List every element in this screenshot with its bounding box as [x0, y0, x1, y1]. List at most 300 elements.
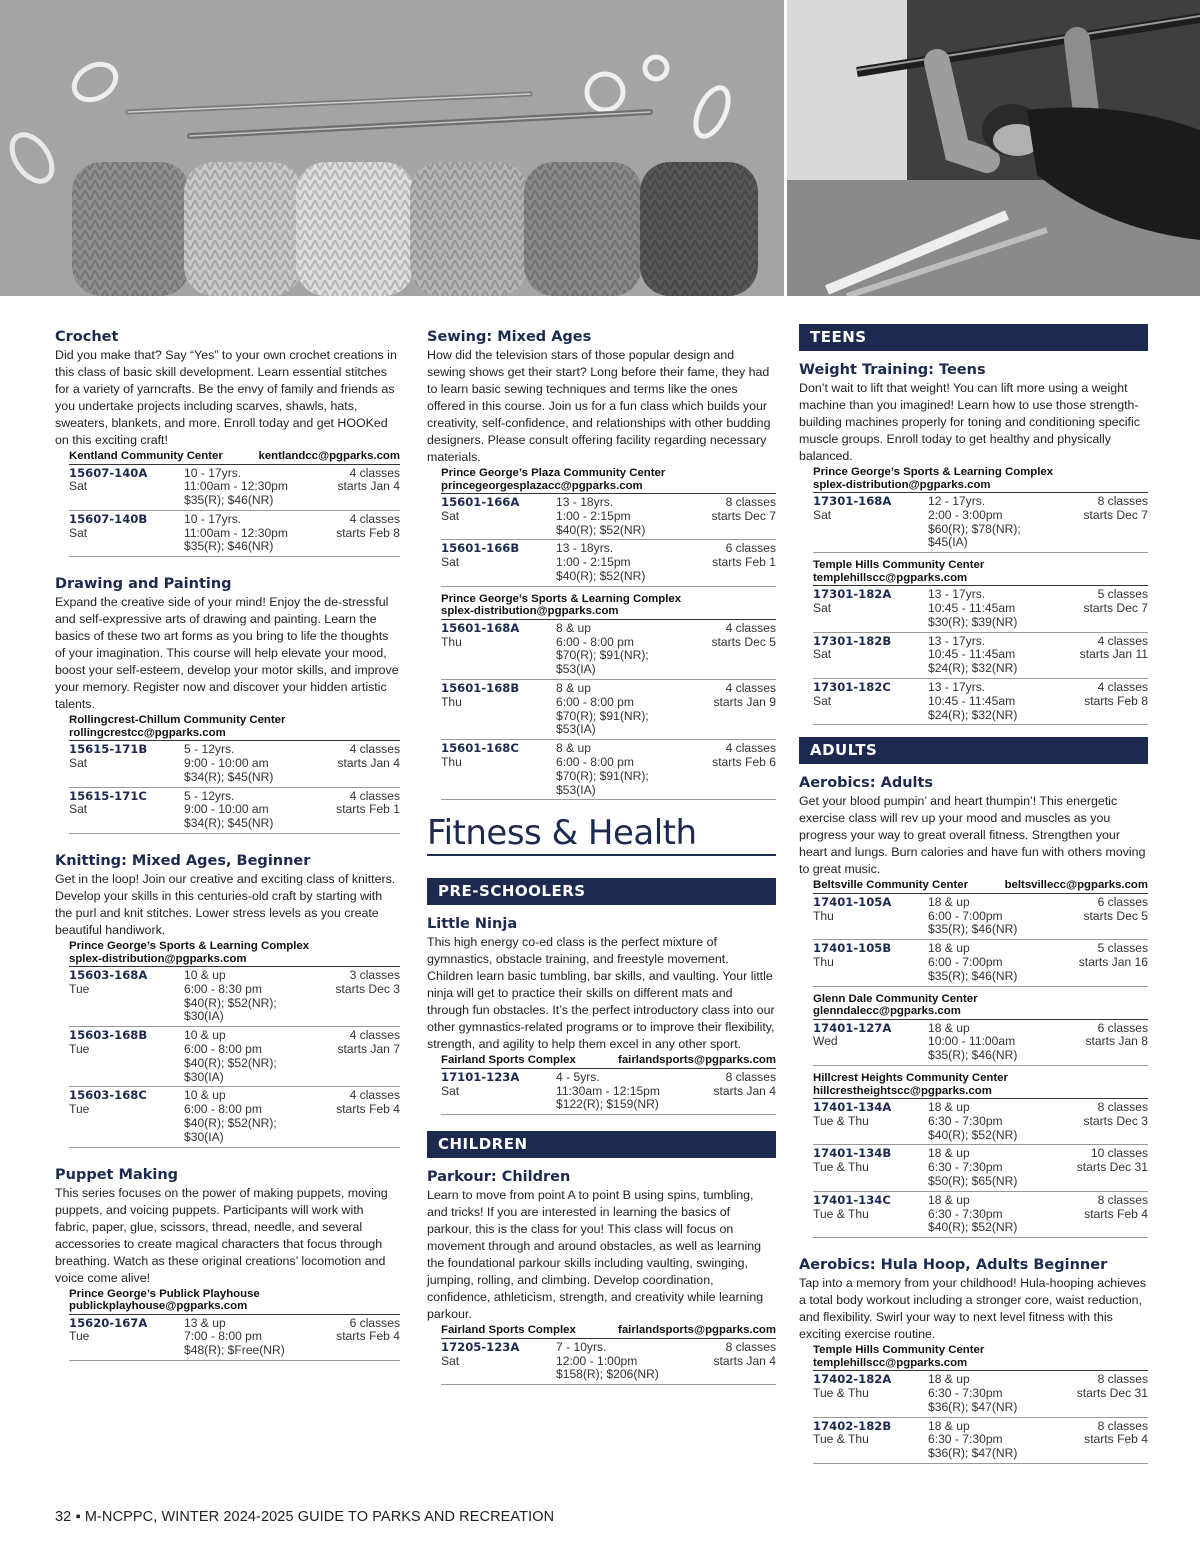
course-description: Expand the creative side of your mind! Enjoy the de-stressful and self-expressive arts of drawing and painting. Learn the basics of these two art forms as you bring to life the thoughts of your imagination. This course will help elevate your mood, boost your self-esteem, develop your motor skills, and improve your memory. Register now and discover your hidden artistic talents.: [55, 595, 399, 712]
session-fee: $70(R); $91(NR); $53(IA): [556, 768, 649, 797]
venue-name: Temple Hills Community Center: [813, 1344, 985, 1357]
course-code: 15603-168C: [69, 1088, 147, 1103]
course-code: 17401-134C: [813, 1192, 891, 1207]
fitness-health-heading: Fitness & Health: [427, 812, 776, 856]
venue-email[interactable]: rollingcrestcc@pgparks.com: [69, 726, 226, 739]
session-start: starts Jan 9: [713, 694, 776, 709]
venue-header: [69, 1288, 400, 1315]
session-row: [441, 680, 776, 740]
session-start: starts Feb 1: [712, 555, 776, 570]
session-schedule-cell: [1038, 635, 1148, 676]
session-details-cell: [928, 635, 1038, 676]
session-details-cell: [928, 1022, 1038, 1063]
course-listing: [799, 361, 1148, 725]
course-code: 15607-140A: [69, 465, 148, 480]
session-code-cell: [69, 1317, 184, 1358]
session-ages: 13 - 18yrs.: [556, 495, 614, 509]
venue-email[interactable]: templehillscc@pgparks.com: [813, 1356, 968, 1369]
session-start: starts Feb 8: [1084, 693, 1148, 708]
session-day: Thu: [441, 634, 462, 649]
venue-block: [441, 593, 776, 801]
session-row: [441, 540, 776, 586]
course-title: Knitting: Mixed Ages, Beginner: [55, 853, 311, 870]
venue-block: [813, 879, 1148, 986]
course-code: 17402-182A: [813, 1372, 892, 1387]
session-ages: 18 & up: [928, 1372, 970, 1387]
session-day: Thu: [441, 694, 462, 709]
session-day: Tue & Thu: [813, 1386, 869, 1400]
venue-name: Prince George’s Sports & Learning Complex: [813, 466, 1054, 478]
session-row: [813, 493, 1148, 553]
session-schedule-cell: [1038, 495, 1148, 550]
session-ages: 10 & up: [184, 968, 226, 983]
course-listing: [55, 575, 400, 834]
venue-email[interactable]: hillcrestheightscc@pgparks.com: [813, 1084, 992, 1097]
session-details-cell: [184, 1089, 290, 1144]
session-schedule-cell: [290, 969, 400, 1024]
session-row: [69, 1027, 400, 1087]
session-ages: 12 - 17yrs.: [928, 494, 986, 508]
session-code-cell: [441, 1071, 556, 1112]
session-fee: $34(R); $45(NR): [184, 769, 274, 784]
session-classes: 8 classes: [725, 1069, 776, 1084]
session-day: Sat: [813, 647, 832, 662]
session-day: Sat: [441, 1083, 460, 1098]
column-right: [799, 328, 1148, 1482]
session-ages: 18 & up: [928, 1192, 970, 1207]
venue-email[interactable]: beltsvillecc@pgparks.com: [1004, 879, 1148, 892]
session-start: starts Jan 4: [337, 756, 400, 771]
session-row: [813, 1192, 1148, 1238]
session-start: starts Jan 11: [1079, 647, 1148, 662]
session-row: [69, 511, 400, 557]
session-day: Sat: [69, 756, 88, 771]
venue-block: [69, 940, 400, 1148]
venue-name: Fairland Sports Complex: [441, 1054, 576, 1067]
session-row: [69, 788, 400, 834]
session-details-cell: [184, 790, 290, 831]
session-classes: 8 classes: [1097, 1372, 1148, 1387]
venue-header: [69, 714, 400, 741]
session-fee: $35(R); $46(NR): [184, 493, 274, 508]
session-row: [813, 586, 1148, 632]
course-code: 15601-168A: [441, 620, 520, 635]
session-classes: 3 classes: [349, 968, 400, 983]
session-code-cell: [813, 1101, 928, 1142]
session-schedule-cell: [1038, 1101, 1148, 1142]
session-day: Tue & Thu: [813, 1432, 869, 1447]
session-code-cell: [441, 742, 556, 797]
session-day: Sat: [69, 525, 88, 540]
session-start: starts Dec 7: [711, 508, 776, 523]
session-code-cell: [441, 542, 556, 583]
session-schedule-cell: [290, 467, 400, 508]
venue-header: [69, 450, 400, 465]
session-ages: 13 & up: [184, 1315, 226, 1330]
course-title: Aerobics: Adults: [799, 775, 934, 792]
session-classes: 4 classes: [349, 742, 400, 757]
session-day: Tue: [69, 1329, 90, 1344]
session-code-cell: [813, 588, 928, 629]
venue-block: [441, 467, 776, 587]
session-start: starts Jan 4: [713, 1353, 776, 1368]
venue-name: Hillcrest Heights Community Center: [813, 1072, 1008, 1085]
session-fee: $30(R); $39(NR): [928, 614, 1018, 629]
course-code: 15601-166B: [441, 541, 520, 556]
course-code: 15615-171B: [69, 742, 148, 757]
venue-email[interactable]: fairlandsports@pgparks.com: [618, 1054, 776, 1067]
session-time: 10:45 - 11:45am: [928, 693, 1016, 708]
session-time: 6:00 - 8:00 pm: [184, 1102, 262, 1117]
column-middle: [427, 328, 776, 1397]
session-schedule-cell: [666, 682, 776, 737]
course-code: 15607-140B: [69, 511, 148, 526]
session-fee: $35(R); $46(NR): [928, 968, 1018, 983]
venue-block: [441, 1054, 776, 1115]
session-fee: $70(R); $91(NR); $53(IA): [556, 648, 649, 677]
session-fee: $36(R); $47(NR): [928, 1446, 1018, 1461]
session-schedule-cell: [1038, 1022, 1148, 1063]
course-title: Weight Training: Teens: [799, 362, 986, 378]
session-fee: $40(R); $52(NR): [928, 1127, 1018, 1142]
course-listing: [427, 915, 776, 1115]
session-time: 6:00 - 8:00 pm: [556, 754, 634, 769]
course-code: 17205-123A: [441, 1339, 520, 1354]
venue-header: [813, 879, 1148, 894]
session-details-cell: [184, 1317, 290, 1358]
session-time: 10:45 - 11:45am: [928, 600, 1016, 615]
session-fee: $24(R); $32(NR): [928, 661, 1018, 676]
session-day: Tue: [69, 1102, 90, 1117]
venue-block: [813, 466, 1148, 553]
session-row: [441, 740, 776, 800]
session-details-cell: [556, 542, 666, 583]
session-start: starts Feb 4: [1084, 1432, 1148, 1447]
session-table: [813, 466, 1148, 725]
session-code-cell: [813, 1194, 928, 1235]
course-description: This series focuses on the power of making puppets, moving puppets, and voicing puppets. Participants will work with fabric, paper, glue, scissors, thread, needle, and several accessories to create magical characters that focus through breathing. Watch as these original creations’ locomotion and voice come alive!: [55, 1185, 388, 1285]
course-code: 17401-134B: [813, 1146, 892, 1161]
session-start: starts Dec 31: [1076, 1160, 1148, 1175]
column-left: [55, 328, 400, 1379]
venue-email[interactable]: glenndalecc@pgparks.com: [813, 1005, 961, 1018]
venue-header: [441, 1324, 776, 1339]
venue-name: Prince George’s Sports & Learning Complex: [441, 592, 682, 605]
session-fee: $40(R); $52(NR); $30(IA): [184, 995, 277, 1024]
session-start: starts Dec 5: [1083, 908, 1148, 923]
session-details-cell: [928, 942, 1038, 983]
session-fee: $40(R); $52(NR): [556, 522, 646, 537]
session-schedule-cell: [1038, 896, 1148, 937]
session-fee: $158(R); $206(NR): [556, 1367, 659, 1382]
course-title: Parkour: Children: [427, 1169, 571, 1186]
session-classes: 5 classes: [1097, 587, 1148, 602]
session-ages: 13 - 17yrs.: [928, 633, 986, 648]
venue-email[interactable]: princegeorgesplazacc@pgparks.com: [441, 479, 643, 492]
session-start: starts Feb 4: [1084, 1206, 1148, 1221]
course-description: Learn to move from point A to point B using spins, tumbling, and tricks! If you are interested in learning the basics of parkour, this is the class for you! This class will focus on movement through and around obstacles, as well as learning the foundational parkour skills including vaulting, swinging, jumping, rolling, and climbing. Develop coordination, confidence, athleticism, strength, and creativity while learning parkour.: [427, 1188, 764, 1322]
session-classes: 6 classes: [1097, 894, 1148, 909]
page-footer: 32 ▪ M-NCPPC, WINTER 2024-2025 GUIDE TO PARKS AND RECREATION: [55, 1509, 555, 1525]
session-fee: $48(R); $Free(NR): [184, 1343, 285, 1358]
session-fee: $40(R); $52(NR): [928, 1220, 1018, 1235]
session-code-cell: [813, 495, 928, 550]
session-start: starts Jan 4: [713, 1083, 776, 1098]
venue-email[interactable]: splex-distribution@pgparks.com: [813, 478, 991, 491]
course-code: 15615-171C: [69, 788, 147, 803]
session-fee: $60(R); $78(NR); $45(IA): [928, 521, 1021, 550]
session-schedule-cell: [666, 1071, 776, 1112]
session-time: 11:30am - 12:15pm: [556, 1083, 660, 1098]
session-schedule-cell: [1038, 1194, 1148, 1235]
venue-name: Rollingcrest-Chillum Community Center: [69, 714, 286, 727]
course-title: Aerobics: Hula Hoop, Adults Beginner: [799, 1257, 1108, 1274]
session-code-cell: [813, 1022, 928, 1063]
venue-header: [813, 1344, 1148, 1371]
session-table: [69, 940, 400, 1148]
session-classes: 4 classes: [349, 511, 400, 526]
session-ages: 13 - 17yrs.: [928, 679, 986, 694]
venue-block: [813, 993, 1148, 1066]
session-row: [69, 1315, 400, 1361]
session-table: [813, 879, 1148, 1238]
session-code-cell: [69, 467, 184, 508]
session-start: starts Dec 3: [1083, 1113, 1148, 1128]
course-code: 17301-168A: [813, 494, 892, 508]
course-code: 15603-168A: [69, 968, 148, 983]
section-header-adults: ADULTS: [799, 737, 1148, 764]
weightlifting-photo: [787, 0, 1200, 296]
course-description: How did the television stars of those popular design and sewing shows get their start? Long before their fame, they had to learn basic sewing techniques and terms like the ones offered in this course. Join us for a fun class which builds your creativity, self-confidence, and relationships with other budding designers. Please consult offering facility regarding necessary materials.: [427, 348, 771, 464]
session-time: 6:30 - 7:30pm: [928, 1432, 1003, 1447]
session-ages: 8 & up: [556, 620, 591, 635]
session-time: 6:00 - 7:00pm: [928, 908, 1003, 923]
session-time: 10:00 - 11:00am: [928, 1034, 1016, 1049]
session-classes: 4 classes: [725, 620, 776, 635]
session-start: starts Dec 7: [1083, 600, 1148, 615]
session-day: Sat: [813, 507, 832, 522]
venue-block: [813, 1072, 1148, 1238]
session-classes: 8 classes: [1097, 494, 1148, 508]
session-classes: 6 classes: [1097, 1020, 1148, 1035]
session-ages: 7 - 10yrs.: [556, 1339, 607, 1354]
session-code-cell: [813, 635, 928, 676]
session-details-cell: [928, 896, 1038, 937]
session-time: 9:00 - 10:00 am: [184, 802, 269, 817]
course-code: 17401-105B: [813, 941, 892, 956]
session-ages: 18 & up: [928, 941, 970, 956]
session-day: Thu: [813, 955, 834, 970]
session-day: Tue: [69, 981, 90, 996]
course-code: 17101-123A: [441, 1069, 520, 1084]
venue-email[interactable]: publickplayhouse@pgparks.com: [69, 1300, 248, 1313]
venue-email[interactable]: splex-distribution@pgparks.com: [69, 952, 247, 965]
venue-block: [441, 1324, 776, 1385]
venue-header: [441, 593, 776, 620]
session-ages: 5 - 12yrs.: [184, 742, 235, 757]
session-table: [69, 450, 400, 557]
session-time: 6:00 - 8:00 pm: [556, 694, 634, 709]
session-row: [813, 894, 1148, 940]
session-row: [813, 1145, 1148, 1191]
session-code-cell: [441, 622, 556, 677]
session-details-cell: [184, 513, 290, 554]
session-fee: $50(R); $65(NR): [928, 1174, 1018, 1189]
session-details-cell: [184, 743, 290, 784]
course-title: Sewing: Mixed Ages: [427, 329, 592, 345]
session-code-cell: [69, 1029, 184, 1084]
session-schedule-cell: [666, 496, 776, 537]
section-header-preschoolers: PRE-SCHOOLERS: [427, 878, 776, 905]
session-schedule-cell: [290, 513, 400, 554]
venue-email[interactable]: fairlandsports@pgparks.com: [618, 1324, 776, 1337]
session-classes: 8 classes: [1097, 1100, 1148, 1115]
course-description: Did you make that? Say “Yes” to your own crochet creations in this class of basic skill development. Learn essential stitches for a variety of yarncrafts. Be the envy of family and friends as you undertake projects including scarves, shawls, hats, sweaters, blankets, and more. Enroll today and get HOOKed on this exciting craft!: [55, 348, 397, 447]
session-fee: $40(R); $52(NR): [556, 568, 646, 583]
session-fee: $40(R); $52(NR); $30(IA): [184, 1116, 277, 1144]
session-details-cell: [556, 1071, 666, 1112]
session-row: [69, 741, 400, 787]
venue-name: Prince George’s Plaza Community Center: [441, 467, 666, 479]
session-code-cell: [69, 513, 184, 554]
session-code-cell: [441, 496, 556, 537]
session-ages: 18 & up: [928, 894, 970, 909]
venue-name: Prince George’s Sports & Learning Complex: [69, 940, 310, 953]
session-time: 6:30 - 7:30pm: [928, 1386, 1003, 1400]
session-start: starts Jan 8: [1085, 1034, 1148, 1049]
session-schedule-cell: [1038, 588, 1148, 629]
session-classes: 8 classes: [725, 495, 776, 509]
session-details-cell: [556, 496, 666, 537]
course-listing: [427, 1168, 776, 1385]
session-classes: 4 classes: [1097, 633, 1148, 648]
venue-email[interactable]: splex-distribution@pgparks.com: [441, 605, 619, 618]
session-time: 11:00am - 12:30pm: [184, 525, 288, 540]
session-code-cell: [813, 1373, 928, 1414]
session-details-cell: [928, 588, 1038, 629]
session-fee: $36(R); $47(NR): [928, 1399, 1018, 1414]
venue-email[interactable]: templehillscc@pgparks.com: [813, 571, 968, 584]
course-code: 15603-168B: [69, 1028, 148, 1043]
session-start: starts Dec 5: [711, 634, 776, 649]
session-start: starts Feb 1: [336, 802, 400, 817]
course-listing: [55, 852, 400, 1148]
course-listing: [55, 1166, 400, 1361]
course-listing: [55, 328, 400, 557]
session-details-cell: [928, 1101, 1038, 1142]
session-time: 10:45 - 11:45am: [928, 647, 1016, 662]
session-start: starts Dec 7: [1083, 507, 1148, 522]
course-listing: [799, 1256, 1148, 1464]
venue-block: [69, 450, 400, 557]
venue-name: Fairland Sports Complex: [441, 1324, 576, 1337]
session-day: Sat: [813, 693, 832, 708]
session-day: Tue & Thu: [813, 1206, 869, 1221]
session-fee: $35(R); $46(NR): [928, 1048, 1018, 1063]
venue-name: Kentland Community Center: [69, 450, 223, 462]
session-ages: 13 - 18yrs.: [556, 541, 614, 556]
session-table: [441, 1054, 776, 1115]
session-code-cell: [441, 1341, 556, 1382]
session-ages: 10 - 17yrs.: [184, 511, 242, 526]
session-schedule-cell: [290, 1029, 400, 1084]
session-fee: $70(R); $91(NR); $53(IA): [556, 708, 649, 737]
session-start: starts Dec 31: [1076, 1386, 1148, 1400]
course-code: 15601-166A: [441, 495, 520, 509]
session-ages: 10 - 17yrs.: [184, 465, 242, 480]
session-code-cell: [69, 1089, 184, 1144]
session-time: 6:30 - 7:30pm: [928, 1113, 1003, 1128]
venue-block: [813, 1344, 1148, 1464]
venue-block: [69, 1288, 400, 1361]
session-schedule-cell: [1038, 1420, 1148, 1461]
session-start: starts Feb 6: [712, 754, 776, 769]
course-title: Little Ninja: [427, 916, 518, 933]
venue-header: [69, 940, 400, 967]
session-details-cell: [556, 742, 666, 797]
course-description: Don’t wait to lift that weight! You can lift more using a weight machine than you imagined! Learn how to use those strength-building machines properly for toning and conditioning specific muscle groups. Enroll today to get healthy and physically balanced.: [799, 381, 1140, 463]
course-code: 15601-168B: [441, 680, 520, 695]
session-schedule-cell: [1038, 1147, 1148, 1188]
course-description: Get in the loop! Join our creative and exciting class of knitters. Develop your skills in this centuries-old craft by starting with the purl and knit stitches. Lower stress levels as you create beautiful handiwork.: [55, 872, 396, 938]
venue-email[interactable]: kentlandcc@pgparks.com: [258, 450, 400, 462]
session-time: 6:00 - 8:00 pm: [184, 1042, 262, 1057]
session-fee: $24(R); $32(NR): [928, 707, 1018, 722]
session-details-cell: [928, 1373, 1038, 1414]
session-day: Tue & Thu: [813, 1160, 869, 1175]
course-code: 17401-134A: [813, 1100, 892, 1115]
session-start: starts Jan 4: [337, 479, 400, 494]
venue-header: [813, 1072, 1148, 1099]
session-classes: 8 classes: [725, 1339, 776, 1354]
session-time: 11:00am - 12:30pm: [184, 479, 288, 494]
session-code-cell: [441, 682, 556, 737]
session-schedule-cell: [666, 742, 776, 797]
session-classes: 6 classes: [725, 541, 776, 556]
course-description: This high energy co-ed class is the perfect mixture of gymnastics, obstacle training, and freestyle movement. Children learn basic tumbling, bar skills, and vaulting. Your little ninja will get to practice their skills on different mats and through fun obstacles. It’s the perfect introductory class into our other gymnastics-related programs or to improve their flexibility, strength, and agility to help them excel in any other sport.: [427, 935, 775, 1052]
venue-name: Glenn Dale Community Center: [813, 992, 978, 1005]
session-fee: $122(R); $159(NR): [556, 1097, 659, 1112]
session-fee: $40(R); $52(NR); $30(IA): [184, 1055, 277, 1084]
session-fee: $34(R); $45(NR): [184, 816, 274, 831]
session-row: [813, 633, 1148, 679]
session-row: [813, 1371, 1148, 1417]
session-code-cell: [813, 942, 928, 983]
session-ages: 8 & up: [556, 680, 591, 695]
course-title: Crochet: [55, 329, 119, 345]
session-row: [441, 1069, 776, 1115]
course-title: Drawing and Painting: [55, 576, 232, 593]
session-row: [813, 1020, 1148, 1066]
session-classes: 4 classes: [725, 680, 776, 695]
session-start: starts Jan 7: [337, 1042, 400, 1057]
session-time: 6:30 - 7:30pm: [928, 1206, 1003, 1221]
session-row: [813, 940, 1148, 986]
session-details-cell: [556, 622, 666, 677]
venue-name: Temple Hills Community Center: [813, 559, 985, 572]
session-classes: 4 classes: [349, 465, 400, 480]
session-start: starts Feb 8: [336, 525, 400, 540]
session-schedule-cell: [290, 1317, 400, 1358]
session-details-cell: [184, 467, 290, 508]
course-code: 17301-182C: [813, 679, 891, 694]
session-time: 2:00 - 3:00pm: [928, 507, 1003, 522]
session-details-cell: [556, 1341, 666, 1382]
session-code-cell: [69, 743, 184, 784]
crochet-yarn-photo: [0, 0, 784, 296]
session-day: Sat: [441, 1353, 460, 1368]
session-fee: $35(R); $46(NR): [184, 539, 274, 554]
